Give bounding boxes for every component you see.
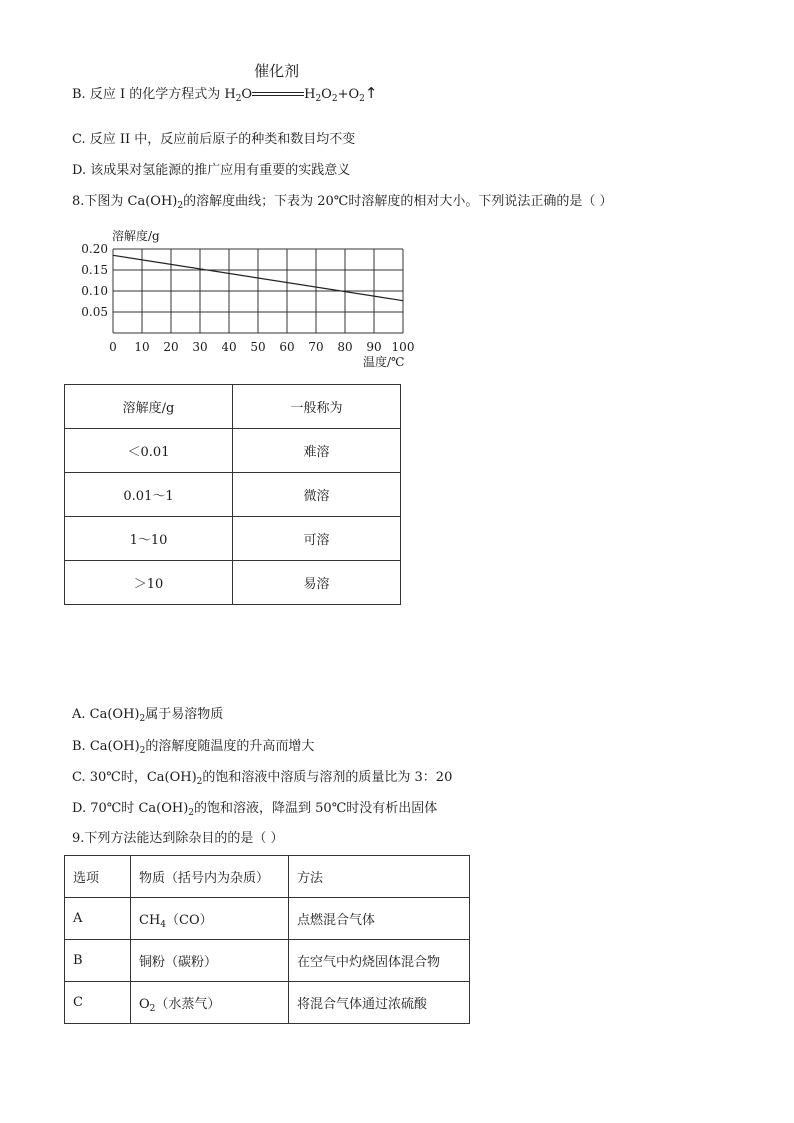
table-header-cell: 一般称为 [233, 385, 401, 429]
oxygen-symbol: O [321, 87, 332, 102]
x-tick-label: 30 [192, 340, 208, 354]
table-row [65, 898, 470, 940]
table-row [65, 982, 470, 1024]
x-tick-label: 40 [221, 340, 237, 354]
sub-2: 2 [139, 714, 146, 724]
table-header-cell: 方法 [289, 856, 470, 898]
y-tick-label: 0.10 [81, 284, 108, 298]
sub-2: 2 [359, 94, 365, 104]
sub-2: 2 [315, 94, 322, 104]
table-cell: ＜0.01 [65, 429, 233, 473]
y-tick-labels [81, 242, 108, 319]
table-cell: B [65, 940, 131, 982]
option-text: 的饱和溶液，降温到 50℃时没有析出固体 [194, 801, 438, 816]
q8-option-a [72, 706, 223, 724]
option-b-text: B. 反应 I 的化学方程式为 H [72, 87, 236, 102]
table-row [65, 561, 401, 605]
table-row [65, 517, 401, 561]
x-tick-label: 10 [134, 340, 150, 354]
x-tick-label: 20 [163, 340, 179, 354]
table-cell [131, 898, 289, 940]
option-text: 的溶解度随温度的升高而增大 [145, 739, 315, 754]
impurity: （CO） [166, 913, 213, 928]
option-c: C. 反应 II 中，反应前后原子的种类和数目均不变 [72, 132, 356, 147]
question-8-prefix: 8.下图为 Ca(OH) [72, 194, 178, 209]
table-header-row [65, 385, 401, 429]
table-cell: 易溶 [233, 561, 401, 605]
catalyst-label: 催化剂 [254, 62, 300, 80]
q8-option-d [72, 800, 437, 818]
table-cell: C [65, 982, 131, 1024]
option-label: D. 70℃时 Ca(OH) [72, 801, 189, 816]
table-row [65, 940, 470, 982]
q8-option-c [72, 769, 452, 787]
table-cell: 可溶 [233, 517, 401, 561]
reaction-condition [252, 62, 304, 102]
option-label: C. 30℃时，Ca(OH) [72, 770, 197, 785]
equation-bar-top [252, 92, 304, 93]
hydrogen-symbol: H [304, 87, 316, 102]
sub-2: 2 [177, 201, 184, 211]
x-tick-label: 100 [391, 340, 415, 354]
table-row [65, 429, 401, 473]
sub-2: 2 [139, 746, 146, 756]
formula: 铜粉（碳粉） [139, 955, 218, 970]
question-8-suffix: 的溶解度曲线；下表为 20℃时溶解度的相对大小。下列说法正确的是（ ） [183, 194, 613, 209]
table-cell: A [65, 898, 131, 940]
table-cell [131, 940, 289, 982]
impurity-table [64, 855, 470, 1024]
impurity: （水蒸气） [155, 997, 221, 1012]
option-text: 属于易溶物质 [145, 707, 224, 722]
q8-option-b [72, 738, 314, 756]
table-cell: 1～10 [65, 517, 233, 561]
plus-oxygen: +O [337, 87, 360, 102]
formula: CH [139, 913, 161, 928]
table-cell: 将混合气体通过浓硫酸 [289, 982, 470, 1024]
sub-2: 2 [235, 94, 242, 104]
x-tick-label: 90 [366, 340, 382, 354]
table-header-row [65, 856, 470, 898]
y-tick-label: 0.05 [81, 305, 108, 319]
x-tick-label: 70 [308, 340, 324, 354]
table-header-cell: 溶解度/g [65, 385, 233, 429]
x-tick-label: 80 [337, 340, 353, 354]
y-axis-label: 溶解度/g [112, 229, 160, 243]
formula: O [139, 997, 150, 1012]
x-tick-label: 50 [250, 340, 266, 354]
option-text: 的饱和溶液中溶质与溶剂的质量比为 3：20 [202, 770, 453, 785]
table-header-cell: 选项 [65, 856, 131, 898]
table-cell: 点燃混合气体 [289, 898, 470, 940]
table-cell: 0.01～1 [65, 473, 233, 517]
sub-2: 2 [188, 808, 195, 818]
subscript: 2 [149, 1004, 156, 1014]
table-cell: ＞10 [65, 561, 233, 605]
solubility-table [64, 384, 401, 605]
y-tick-label: 0.20 [81, 242, 108, 256]
table-cell: 难溶 [233, 429, 401, 473]
x-tick-label: 60 [279, 340, 295, 354]
table-header-cell: 物质（括号内为杂质） [131, 856, 289, 898]
subscript: 4 [160, 920, 167, 930]
question-8 [72, 193, 612, 211]
x-tick-labels [109, 340, 414, 354]
option-d: D. 该成果对氢能源的推广应用有重要的实践意义 [72, 163, 351, 178]
table-row [65, 473, 401, 517]
equation-bar-bottom [252, 95, 304, 96]
solubility-chart [70, 222, 430, 372]
x-axis-label: 温度/℃ [363, 355, 405, 369]
sub-2: 2 [331, 94, 338, 104]
table-cell: 微溶 [233, 473, 401, 517]
option-b-equation [72, 62, 378, 104]
y-tick-label: 0.15 [81, 263, 108, 277]
oxygen-symbol: O [241, 87, 253, 102]
gas-arrow-icon: ↑ [364, 84, 378, 102]
sub-2: 2 [196, 777, 203, 787]
option-label: A. Ca(OH) [72, 707, 140, 722]
option-label: B. Ca(OH) [72, 739, 140, 754]
question-9: 9.下列方法能达到除杂目的的是（ ） [72, 831, 284, 846]
x-tick-label: 0 [109, 340, 117, 354]
table-cell [131, 982, 289, 1024]
table-cell: 在空气中灼烧固体混合物 [289, 940, 470, 982]
